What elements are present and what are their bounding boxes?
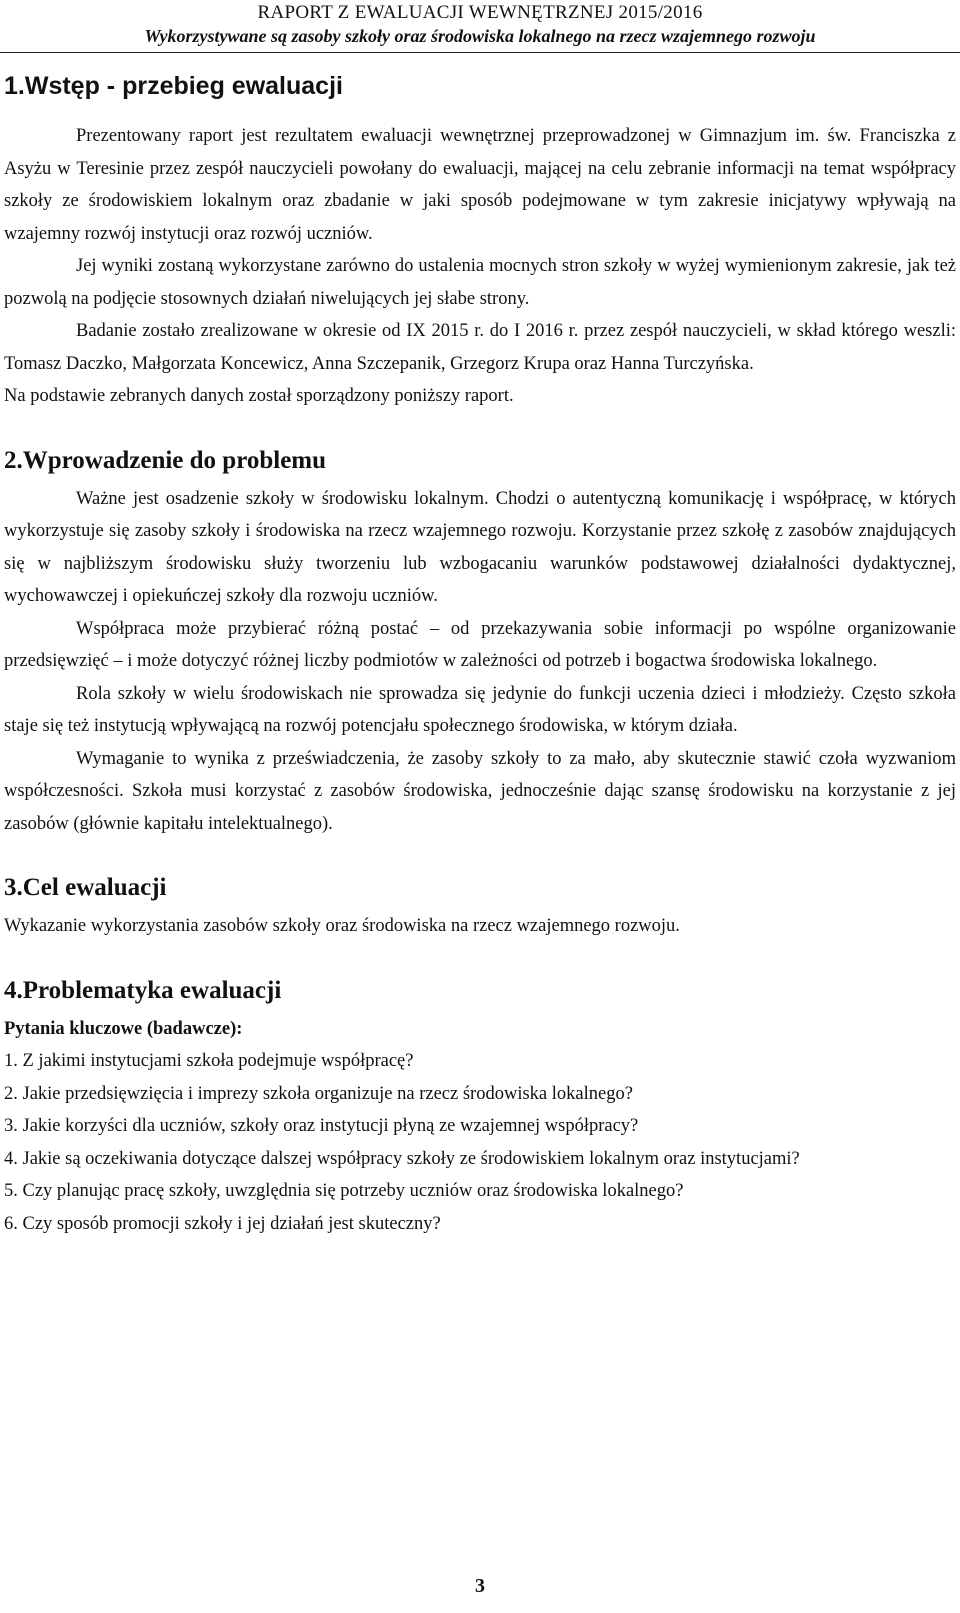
- section-3-paragraph-1: Wykazanie wykorzystania zasobów szkoły oraz środowiska na rzecz wzajemnego rozwoju.: [4, 916, 680, 936]
- list-item: 1. Z jakimi instytucjami szkoła podejmuje współpracę?: [4, 1051, 414, 1071]
- section-3-heading: 3.Cel ewaluacji: [4, 874, 167, 901]
- section-2-paragraph-3: Rola szkoły w wielu środowiskach nie sprowadza się jedynie do funkcji uczenia dzieci i młodzieży. Często szkoła staje się też instytucją wpływającą na rozwój potencjału społecznego środowiska, w którym działa.: [4, 683, 956, 736]
- section-1-heading: 1.Wstęp - przebieg ewaluacji: [4, 72, 343, 100]
- section-2-heading: 2.Wprowadzenie do problemu: [4, 446, 327, 474]
- list-item: 5. Czy planując pracę szkoły, uwzględnia się potrzeby uczniów oraz środowiska lokalnego?: [4, 1181, 684, 1201]
- header-divider: [0, 52, 960, 53]
- list-item: 3. Jakie korzyści dla uczniów, szkoły oraz instytucji płyną ze wzajemnej współpracy?: [4, 1116, 639, 1136]
- section-2-paragraph-2: Współpraca może przybierać różną postać – od przekazywania sobie informacji po wspólne organizowanie przedsięwzięć – i może dotyczyć różnej liczby podmiotów w zależności od potrzeb i bogactwa środowiska lokalnego.: [4, 618, 956, 671]
- spacer: [4, 108, 956, 120]
- header-report-subtitle: Wykorzystywane są zasoby szkoły oraz środowiska lokalnego na rzecz wzajemnego rozwoju: [144, 26, 816, 46]
- list-item: 4. Jakie są oczekiwania dotyczące dalszej współpracy szkoły ze środowiskiem lokalnym oraz instytucjami?: [4, 1148, 800, 1169]
- section-4-subheading: Pytania kluczowe (badawcze):: [4, 1018, 243, 1039]
- list-item: 2. Jakie przedsięwzięcia i imprezy szkoła organizuje na rzecz środowiska lokalnego?: [4, 1083, 633, 1104]
- spacer: [4, 943, 956, 969]
- section-4-heading: 4.Problematyka ewaluacji: [4, 976, 282, 1004]
- key-questions-list: [4, 1045, 956, 1240]
- page-number: 3: [475, 1575, 485, 1597]
- spacer: [4, 840, 956, 866]
- section-1-paragraph-2: Jej wyniki zostaną wykorzystane zarówno do ustalenia mocnych stron szkoły w wyżej wymienionym zakresie, jak też pozwolą na podjęcie stosownych działań niwelujących jej słabe strony.: [4, 256, 956, 309]
- section-1-paragraph-3: Badanie zostało zrealizowane w okresie od IX 2015 r. do I 2016 r. przez zespół nauczycieli, w skład którego weszli: Tomasz Daczko, Małgorzata Koncewicz, Anna Szczepanik, Grzegorz Krupa oraz Hanna Turczyńska.: [4, 321, 956, 374]
- section-1-paragraph-4: Na podstawie zebranych danych został sporządzony poniższy raport.: [4, 386, 514, 406]
- list-item: 6. Czy sposób promocji szkoły i jej działań jest skuteczny?: [4, 1213, 441, 1234]
- header-report-title: RAPORT Z EWALUACJI WEWNĘTRZNEJ 2015/2016: [257, 2, 703, 23]
- spacer: [4, 413, 956, 439]
- section-1-paragraph-1: Prezentowany raport jest rezultatem ewaluacji wewnętrznej przeprowadzonej w Gimnazjum im. św. Franciszka z Asyżu w Teresinie przez zespół nauczycieli powołany do ewaluacji, mającej na celu zebranie informacji na temat współpracy szkoły ze środowiskiem lokalnym oraz zbadanie w jaki sposób podejmowane w tym zakresie inicjatywy wpływają na wzajemny rozwój instytucji oraz rozwój uczniów.: [4, 126, 956, 244]
- section-2-paragraph-4: Wymaganie to wynika z przeświadczenia, że zasoby szkoły to za mało, aby skutecznie stawić czoła wyzwaniom współczesności. Szkoła musi korzystać z zasobów środowiska, jednocześnie dając szansę środowisku na korzystanie z jej zasobów (głównie kapitału intelektualnego).: [4, 748, 956, 834]
- running-header: [0, 0, 960, 52]
- section-2-paragraph-1: Ważne jest osadzenie szkoły w środowisku lokalnym. Chodzi o autentyczną komunikację i współpracę, w których wykorzystuje się zasoby szkoły i środowiska na rzecz wzajemnego rozwoju. Korzystanie przez szkołę z zasobów znajdujących się w najbliższym środowisku służy tworzeniu lub wzbogacaniu warunków podstawowej działalności dydaktycznej, wychowawczej i opiekuńczej szkoły dla rozwoju uczniów.: [4, 488, 956, 606]
- document-body: [4, 64, 956, 1240]
